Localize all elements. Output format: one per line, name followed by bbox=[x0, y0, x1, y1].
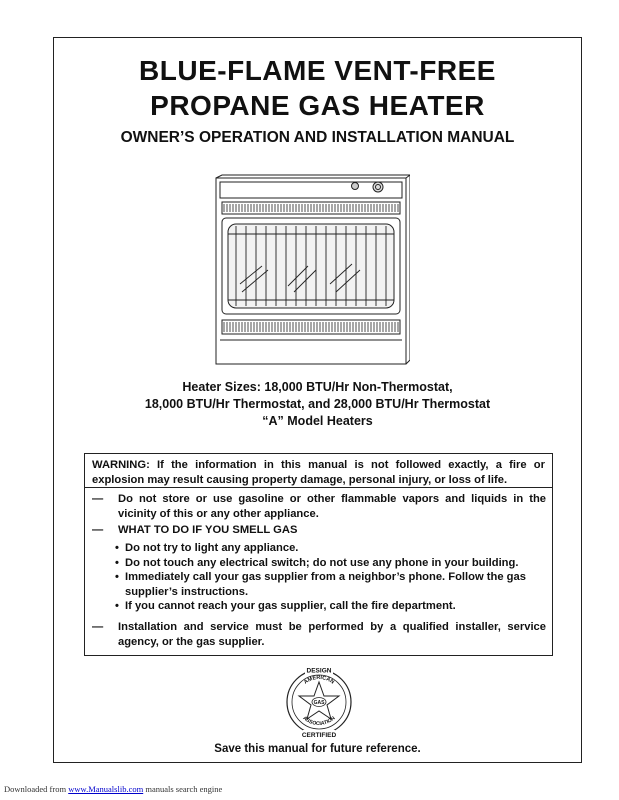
title-line-2: PROPANE GAS HEATER bbox=[150, 90, 485, 121]
warning-item-text: Do not store or use gasoline or other flammable vapors and liquids in the vicinity of this or any other appliance. bbox=[118, 493, 546, 520]
manual-subtitle: OWNER’S OPERATION AND INSTALLATION MANUAL bbox=[120, 129, 515, 146]
seal-lower-text: ASSOCIATION bbox=[301, 715, 337, 728]
dash-symbol: — bbox=[92, 493, 104, 505]
warning-item-installation bbox=[92, 620, 546, 649]
footer-prefix: Downloaded from bbox=[4, 784, 69, 794]
svg-text:AMERICAN bbox=[303, 675, 335, 686]
heater-sizes-line-3: “A” Model Heaters bbox=[262, 414, 373, 428]
dash-symbol: — bbox=[92, 524, 104, 536]
warning-item-text: Installation and service must be performed by a qualified installer, service agency, or the gas supplier. bbox=[118, 621, 546, 648]
bullet-symbol: • bbox=[115, 542, 119, 554]
download-footer bbox=[4, 784, 222, 794]
seal-upper-text: AMERICAN bbox=[302, 674, 336, 686]
warning-item-smell-gas bbox=[92, 523, 546, 538]
save-manual-note: Save this manual for future reference. bbox=[214, 743, 421, 755]
svg-text:ASSOCIATION bbox=[301, 715, 336, 727]
list-item: • Do not touch any electrical switch; do not use any phone in your building. bbox=[115, 556, 519, 569]
bullet-symbol: • bbox=[115, 571, 119, 583]
seal-top-text: DESIGN bbox=[306, 667, 332, 675]
title-line-1: BLUE-FLAME VENT-FREE bbox=[139, 55, 496, 86]
warning-box bbox=[84, 453, 553, 656]
list-item: • Do not try to light any appliance. bbox=[115, 542, 299, 554]
heater-sizes-line-1: Heater Sizes: 18,000 BTU/Hr Non-Thermostat, bbox=[182, 380, 453, 394]
warning-item-text: WHAT TO DO IF YOU SMELL GAS bbox=[118, 524, 298, 536]
heater-illustration bbox=[210, 174, 410, 370]
aga-certified-seal-icon bbox=[284, 662, 354, 738]
list-item: • If you cannot reach your gas supplier, call the fire department. bbox=[115, 600, 456, 612]
heater-sizes bbox=[53, 379, 582, 430]
seal-bottom-text: CERTIFIED bbox=[301, 732, 337, 738]
warning-item-flammables bbox=[92, 492, 546, 521]
bullet-symbol: • bbox=[115, 556, 119, 569]
seal-center-text: GAS bbox=[313, 700, 325, 706]
manualslib-link[interactable]: www.Manualslib.com bbox=[68, 784, 144, 794]
warning-heading: WARNING: If the information in this manual is not followed exactly, a fire or explosion may result causing property damage, personal injury, or loss of life. bbox=[85, 454, 552, 488]
heater-sizes-line-2: 18,000 BTU/Hr Thermostat, and 28,000 BTU/Hr Thermostat bbox=[144, 397, 491, 411]
list-item: • Immediately call your gas supplier from a neighbor’s phone. Follow the gas supplier’s instructions. bbox=[115, 571, 526, 598]
footer-suffix: manuals search engine bbox=[143, 784, 223, 794]
smell-gas-bullets bbox=[115, 541, 547, 614]
dash-symbol: — bbox=[92, 621, 104, 633]
bullet-symbol: • bbox=[115, 600, 119, 612]
